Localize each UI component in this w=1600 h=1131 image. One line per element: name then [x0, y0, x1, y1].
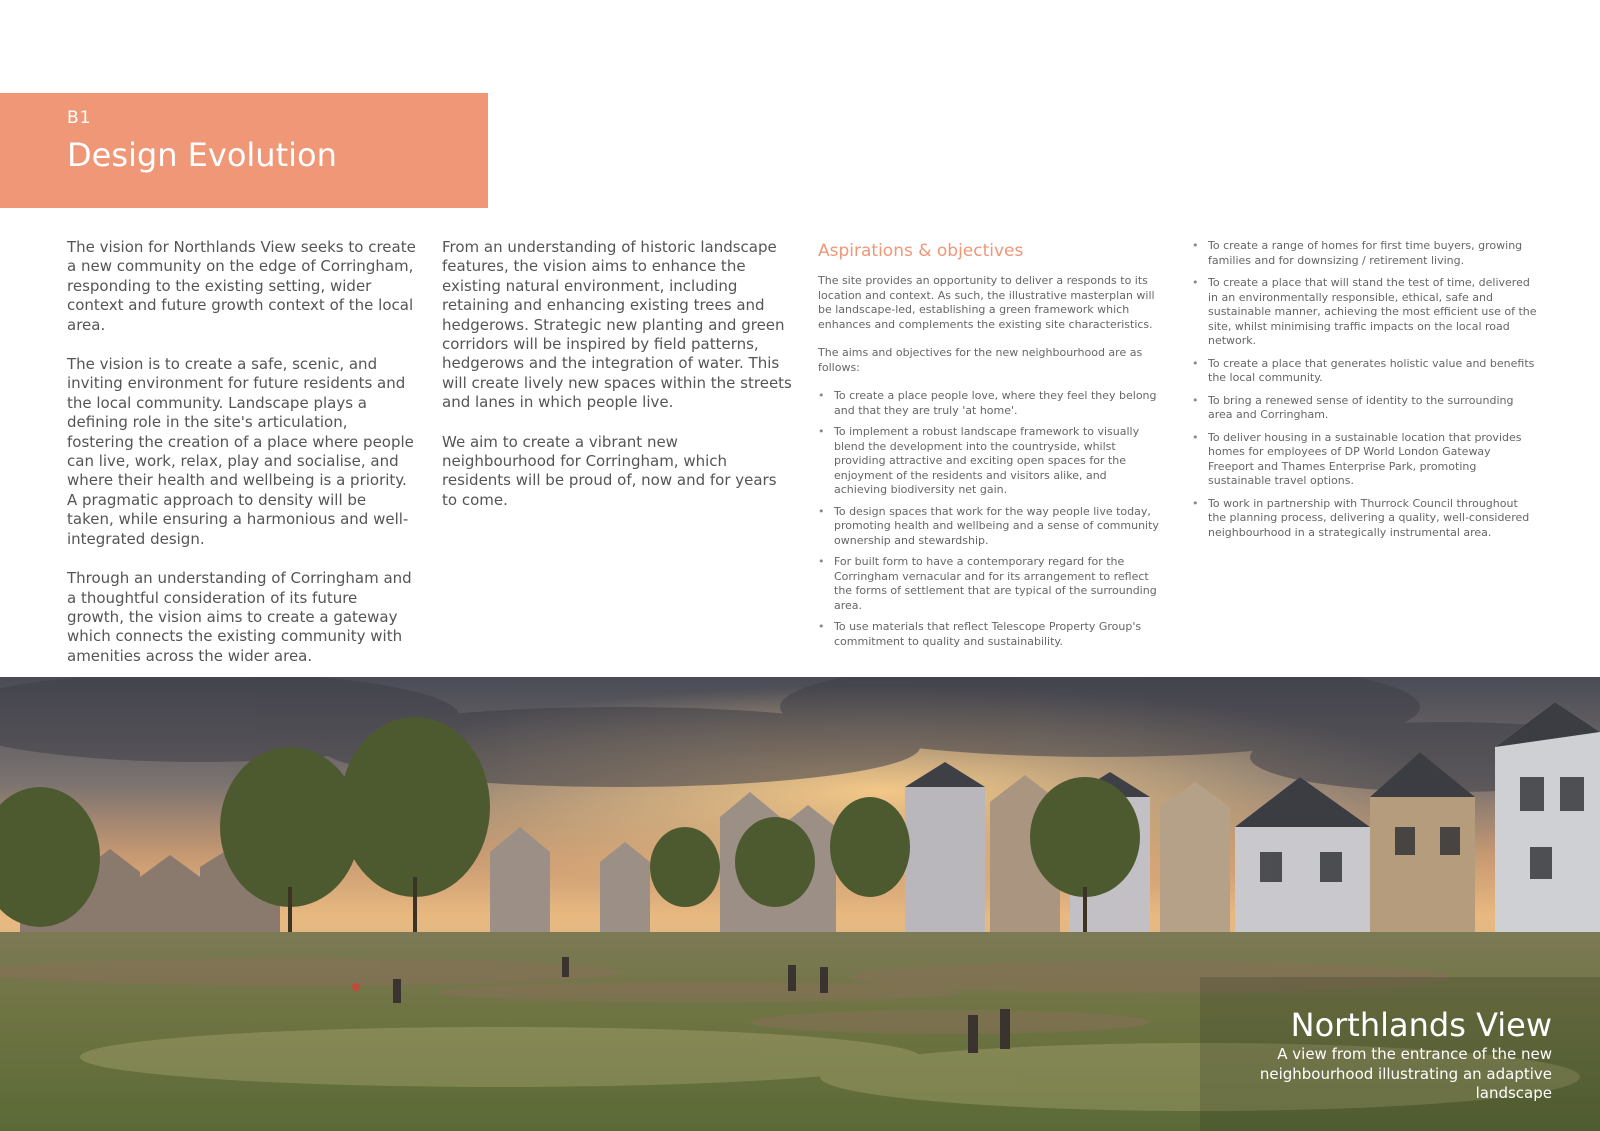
list-item: • To use materials that reflect Telescope Property Group's commitment to quality and sustainability.	[818, 620, 1163, 649]
section-header	[0, 93, 488, 208]
paragraph: From an understanding of historic landscape features, the vision aims to enhance the existing natural environment, including retaining and enhancing existing trees and hedgerows. Strategic new planting and green corridors will be inspired by field patterns, hedgerows and the integration of water. This will create lively new spaces within the streets and lanes in which people live.	[442, 238, 792, 412]
list-item: • To implement a robust landscape framework to visually blend the development into the countryside, whilst providing attractive and exciting open spaces for the enjoyment of the residents and visitors alike, and achieving biodiversity net gain.	[818, 425, 1163, 498]
paragraph: The vision is to create a safe, scenic, and inviting environment for future residents and the local community. Landscape plays a defining role in the site's articulation, fostering the creation of a place where people can live, work, relax, play and socialise, and where their health and wellbeing is a priority. A pragmatic approach to density will be taken, while ensuring a harmonious and well-integrated design.	[67, 355, 414, 548]
page-title: Design Evolution	[67, 136, 337, 174]
caption-subtitle: A view from the entrance of the new neighbourhood illustrating an adaptive landscape	[1259, 1045, 1552, 1102]
hero-caption	[1222, 1007, 1552, 1104]
paragraph: Through an understanding of Corringham and a thoughtful consideration of its future growth, the vision aims to create a gateway which connects the existing community with amenities across the wider area.	[67, 569, 412, 665]
list-item: • To work in partnership with Thurrock Council throughout the planning process, delivering a quality, well-considered neighbourhood in a strategically instrumental area.	[1192, 497, 1537, 541]
vision-column-1	[67, 238, 417, 686]
objectives-list-continued	[1192, 239, 1537, 540]
aspirations-lead: The aims and objectives for the new neighbourhood are as follows:	[818, 346, 1143, 374]
caption-title: Northlands View	[1290, 1006, 1552, 1044]
list-item: • To create a range of homes for first time buyers, growing families and for downsizing / retirement living.	[1192, 239, 1537, 268]
objectives-column-continued	[1192, 239, 1537, 548]
list-item: • To deliver housing in a sustainable location that provides homes for employees of DP World London Gateway Freeport and Thames Enterprise Park, promoting sustainable travel options.	[1192, 431, 1537, 489]
aspirations-intro: The site provides an opportunity to deliver a responds to its location and context. As such, the illustrative masterplan will be landscape-led, establishing a green framework which enhances and complements the existing site characteristics.	[818, 274, 1155, 331]
list-item: • For built form to have a contemporary regard for the Corringham vernacular and for its arrangement to reflect the forms of settlement that are typical of the surrounding area.	[818, 555, 1163, 613]
objectives-list	[818, 389, 1163, 649]
vision-column-2	[442, 238, 792, 530]
list-item: • To create a place people love, where they feel they belong and that they are truly 'at home'.	[818, 389, 1163, 418]
aspirations-column	[818, 238, 1163, 656]
list-item: • To bring a renewed sense of identity to the surrounding area and Corringham.	[1192, 394, 1537, 423]
section-code: B1	[67, 108, 92, 128]
paragraph: The vision for Northlands View seeks to create a new community on the edge of Corringham, responding to the existing setting, wider context and future growth context of the local area.	[67, 238, 416, 334]
list-item: • To create a place that generates holistic value and benefits the local community.	[1192, 357, 1537, 386]
paragraph: We aim to create a vibrant new neighbourhood for Corringham, which residents will be proud of, now and for years to come.	[442, 432, 777, 509]
list-item: • To design spaces that work for the way people live today, promoting health and wellbeing and a sense of community ownership and stewardship.	[818, 505, 1163, 549]
aspirations-heading: Aspirations & objectives	[818, 241, 1024, 261]
list-item: • To create a place that will stand the test of time, delivered in an environmentally responsible, ethical, safe and sustainable manner, achieving the most efficient use of the site, whilst minimising traffic impacts on the local road network.	[1192, 276, 1537, 349]
